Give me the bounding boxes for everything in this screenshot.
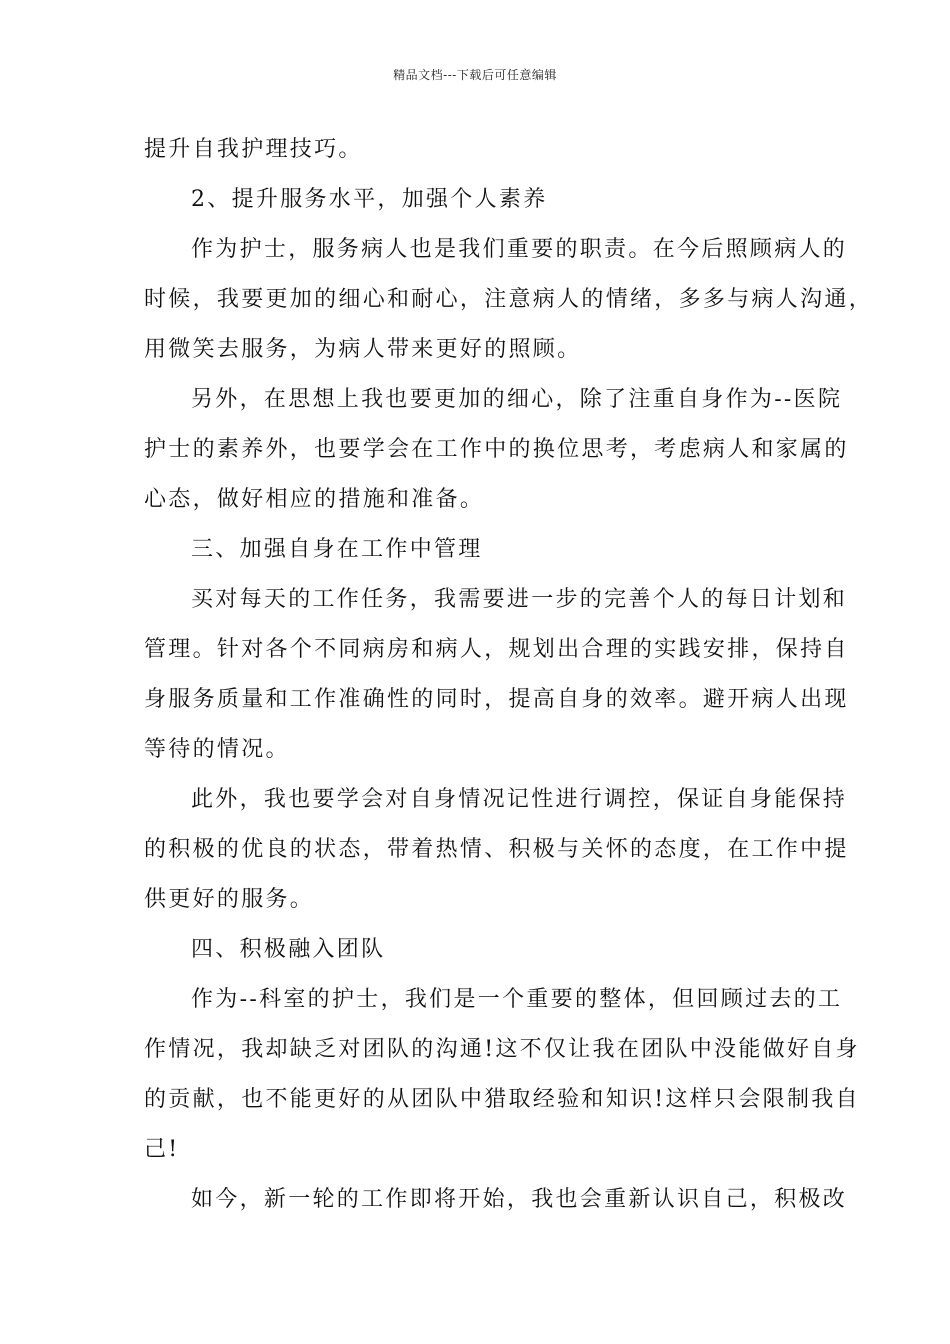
text-line: 的贡献，也不能更好的从团队中猎取经验和知识!这样只会限制我自: [144, 1087, 860, 1112]
text-line: 作情况，我却缺乏对团队的沟通!这不仅让我在团队中没能做好自身: [144, 1037, 860, 1062]
text-line: 护士的素养外，也要学会在工作中的换位思考，考虑病人和家属的: [144, 437, 849, 462]
text-line: 管理。针对各个不同病房和病人，规划出合理的实践安排，保持自: [144, 637, 849, 662]
text-line: 买对每天的工作任务，我需要进一步的完善个人的每日计划和: [191, 587, 848, 612]
text-line: 作为护士，服务病人也是我们重要的职责。在今后照顾病人的: [191, 237, 848, 262]
text-line: 等待的情况。: [144, 737, 290, 762]
section-heading: 四、积极融入团队: [191, 937, 386, 962]
page-header: 精品文档---下载后可任意编辑: [393, 68, 557, 82]
document-body: [144, 125, 874, 1225]
text-line: 己!: [144, 1137, 180, 1162]
text-line: 用微笑去服务，为病人带来更好的照顾。: [144, 337, 582, 362]
text-line: 供更好的服务。: [144, 887, 315, 912]
text-line: 的积极的优良的状态，带着热情、积极与关怀的态度，在工作中提: [144, 837, 849, 862]
section-heading: 2、提升服务水平，加强个人素养: [191, 187, 548, 212]
text-line: 作为--科室的护士，我们是一个重要的整体，但回顾过去的工: [191, 987, 843, 1012]
text-line: 此外，我也要学会对自身情况记性进行调控，保证自身能保持: [191, 787, 848, 812]
text-line: 提升自我护理技巧。: [144, 137, 363, 162]
text-line: 身服务质量和工作准确性的同时，提高自身的效率。避开病人出现: [144, 687, 849, 712]
text-line: 时候，我要更加的细心和耐心，注意病人的情绪，多多与病人沟通，: [144, 287, 874, 312]
text-line: 心态，做好相应的措施和准备。: [144, 487, 485, 512]
section-heading: 三、加强自身在工作中管理: [191, 537, 483, 562]
text-line: 如今，新一轮的工作即将开始，我也会重新认识自己，积极改: [191, 1187, 848, 1212]
text-line: 另外，在思想上我也要更加的细心，除了注重自身作为--医院: [191, 387, 843, 412]
